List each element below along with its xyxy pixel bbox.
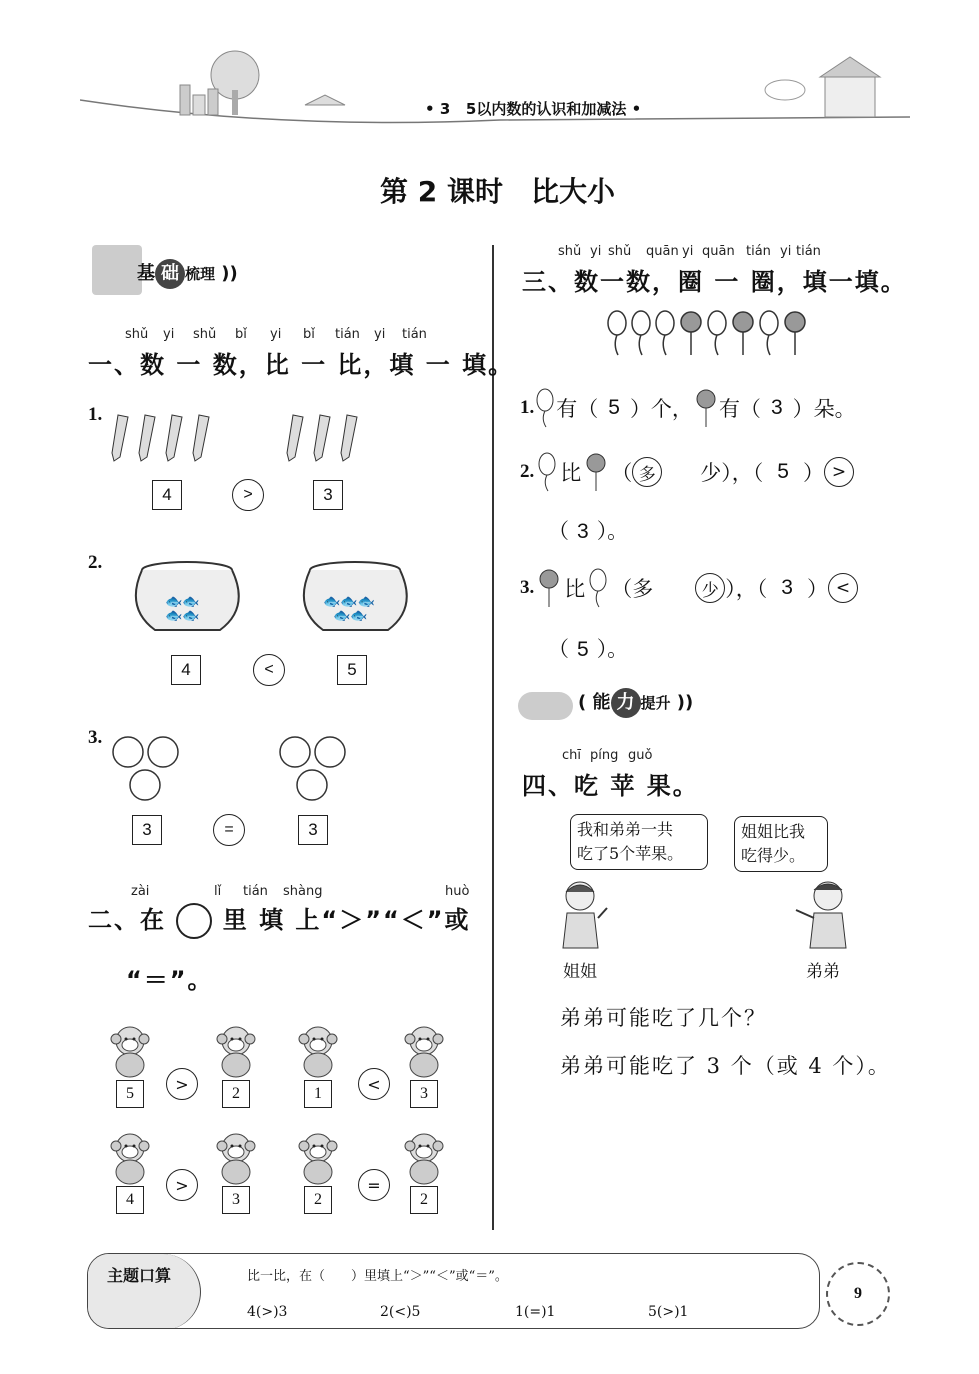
q1-item1-label: 1. [88,404,103,425]
svg-text:🐟🐟: 🐟🐟 [165,608,200,624]
q3-line3: 3. 比 （ 多 少 ），（ 3 ） < [520,568,858,608]
q1-title: 一、数 一 数，比 一 比，填 一 填。 [88,351,515,379]
footer-item: 2(<)5 [380,1304,421,1320]
q1-item3-label: 3. [88,727,103,748]
q3-l1-balloon-count[interactable]: 5 [608,396,620,419]
q1-item3-left-box[interactable]: 3 [132,815,162,845]
q3-l3-v2[interactable]: 5 [577,638,589,661]
q3-l2-choice-less[interactable]: 少 [700,461,722,485]
monkey-icon [404,1132,444,1187]
sister-label: 姐姐 [563,962,597,982]
monkey-icon [216,1025,256,1080]
q3-l2-choice-more[interactable]: 多 [632,457,662,487]
q1-item1-right-box[interactable]: 3 [313,480,343,510]
q2-title-circle [176,903,212,939]
q4-answer: 弟弟可能吃了 3 个（或 4 个）。 [560,1054,891,1078]
svg-text:🐟🐟: 🐟🐟 [333,608,368,624]
q1-item2-label: 2. [88,552,103,573]
q1-item3-right-box[interactable]: 3 [298,815,328,845]
q3-l1-rose-count[interactable]: 3 [770,396,783,419]
monkey-icon [404,1025,444,1080]
q4-title: 四、吃 苹 果。 [522,772,699,800]
q3-l2-v2[interactable]: 3 [577,520,589,543]
q1-item2-left-box[interactable]: 4 [171,655,201,685]
q2-r1a-right-box: 2 [222,1080,250,1108]
monkey-icon [110,1132,150,1187]
fishbowl-4-image [125,558,250,643]
q2-r2a-left-box: 4 [116,1186,144,1214]
chapter-number: 3 [439,100,451,118]
pencils-4-image [110,405,230,465]
speech-bubble-sister: 我和弟弟一共 吃了5个苹果。 [570,814,708,870]
monkey-icon [110,1025,150,1080]
q3-l3-op-circle[interactable]: < [828,573,858,603]
q3-l2-op-circle[interactable]: > [824,457,854,487]
q3-title: 三、数一数，圈 一 圈，填一填。 [522,268,907,296]
q4-question: 弟弟可能吃了几个？ [560,1006,767,1030]
q3-line1: 1. 有（ 5 ）个， 有（ 3 ）朵。 [520,388,856,428]
q3-line2-cont: （ 3 ）。 [548,519,629,543]
q2-r2a-op-circle[interactable]: > [166,1169,198,1201]
monkey-icon [298,1025,338,1080]
q2-r2a-right-box: 3 [222,1186,250,1214]
rose-icon [534,568,564,608]
q1-item2-right-box[interactable]: 5 [337,655,367,685]
header-chapter: • 3 5以内数的认识和加减法 • [425,100,642,118]
rose-icon [581,452,611,492]
page-title: 第 2 课时 比大小 [380,175,615,208]
section-adv-banner: ( 能 力 提升 )) [518,680,718,728]
q2-r2b-right-box: 2 [410,1186,438,1214]
balloon-icon [585,568,611,608]
page-number-badge [826,1262,890,1326]
footer-label: 主题口算 [107,1266,172,1285]
q3-l2-v1[interactable]: 5 [777,460,789,483]
q1-item1-op-circle[interactable]: > [232,479,264,511]
page-number: 9 [854,1285,862,1302]
q3-l3-choice-more[interactable]: 多 [632,577,654,601]
rose-icon [693,388,719,428]
q2-title: 二、在 里 填 上“＞”“＜”或 [88,900,471,939]
svg-text:🐟🐟🐟: 🐟🐟🐟 [323,594,376,610]
q2-title-cont: “＝”。 [126,966,214,994]
footer-item: 1(=)1 [515,1304,556,1320]
q1-item2-op-circle[interactable]: < [253,654,285,686]
pencils-3-image [285,405,385,465]
footer-item: 5(>)1 [648,1304,689,1320]
q3-l3-choice-less[interactable]: 少 [695,573,725,603]
fishbowl-5-image [293,558,418,643]
footer-instruction: 比一比，在（ ）里填上“＞”“＜”或“＝”。 [247,1269,508,1284]
q3-line3-cont: （ 5 ）。 [548,637,629,661]
q2-r2b-left-box: 2 [304,1186,332,1214]
brother-label: 弟弟 [806,962,840,982]
q2-r2b-op-circle[interactable]: = [358,1169,390,1201]
column-divider [492,245,494,1230]
q2-r1a-left-box: 5 [116,1080,144,1108]
q3-l3-v1[interactable]: 3 [781,576,793,599]
q1-item3-op-circle[interactable]: = [213,814,245,846]
svg-text:🐟🐟: 🐟🐟 [165,594,200,610]
chapter-title: 5以内数的认识和加减法 [465,100,627,118]
q3-line2: 2. 比 （ 多 少 ），（ 5 ） > [520,452,854,492]
q2-r1a-op-circle[interactable]: > [166,1068,198,1100]
brother-figure-image [790,878,860,953]
footer-item: 4(>)3 [247,1304,288,1320]
monkey-icon [216,1132,256,1187]
q1-item1-left-box[interactable]: 4 [152,480,182,510]
balloons-roses-image [605,308,815,358]
section-basic-banner: 基 础 梳理 )) [92,245,277,295]
speech-bubble-brother: 姐姐比我 吃得少。 [734,816,828,872]
q2-r1b-left-box: 1 [304,1080,332,1108]
q2-r1b-right-box: 3 [410,1080,438,1108]
sister-figure-image [552,878,612,953]
q2-r1b-op-circle[interactable]: < [358,1068,390,1100]
monkey-icon [298,1132,338,1187]
balloon-icon [534,452,560,492]
balloon-icon [534,388,556,428]
apples-3-left-image [110,730,185,805]
apples-3-right-image [277,730,352,805]
